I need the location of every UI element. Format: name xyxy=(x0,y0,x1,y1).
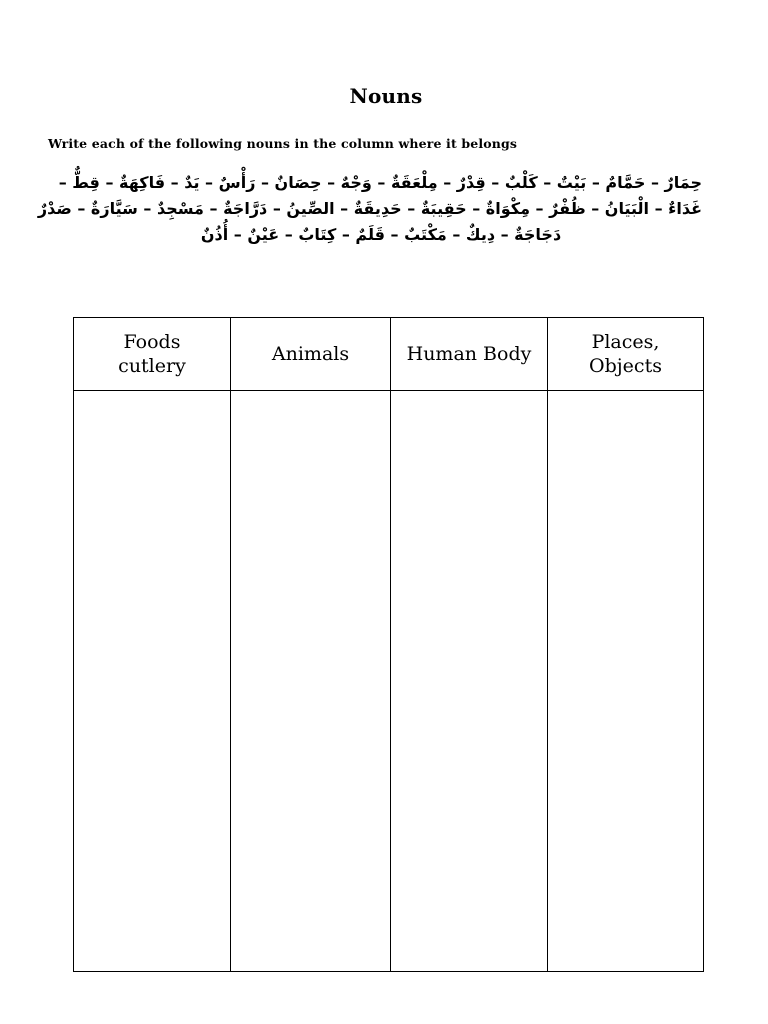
column-header-human-body xyxy=(391,318,548,391)
word-bank xyxy=(37,170,702,248)
column-header-animals-label: Animals xyxy=(271,343,350,365)
column-header-human-body-label: Human Body xyxy=(406,343,532,365)
column-header-places-line2: Objects xyxy=(589,355,662,377)
table-header-row xyxy=(74,318,704,391)
word-bank-line: غَدَاءٌ – الْبَيَانُ – ظُفْرٌ – مِكْوَاةٌ – حَقِيبَةٌ – حَدِيقَةٌ – الصِّينُ – دَرَّاجَةٌ – مَسْجِدٌ – سَيَّارَةٌ – صَدْرٌ xyxy=(37,199,702,218)
animals-answer-cell[interactable] xyxy=(231,391,391,972)
column-header-foods xyxy=(74,318,231,391)
sorting-table xyxy=(73,317,704,972)
column-header-foods-line2: cutlery xyxy=(118,355,186,377)
word-bank-line: حِمَارٌ – حَمَّامٌ – بَيْتٌ – كَلْبٌ – قِدْرٌ – مِلْعَقَةٌ – وَجْهٌ – حِصَانٌ – رَأْسٌ – يَدٌ – فَاكِهَةٌ – قِطٌّ – xyxy=(58,173,702,192)
column-header-foods-line1: Foods xyxy=(123,331,181,353)
column-header-animals xyxy=(231,318,391,391)
column-header-places-line1: Places, xyxy=(591,331,660,353)
foods-answer-cell[interactable] xyxy=(74,391,231,972)
page-title: Nouns xyxy=(349,84,423,108)
human-body-answer-cell[interactable] xyxy=(391,391,548,972)
word-bank-line: دَجَاجَةٌ – دِيكٌ – مَكْتَبٌ – قَلَمٌ – كِتَابٌ – عَيْنٌ – أُذُنٌ xyxy=(200,225,562,244)
instructions-text: Write each of the following nouns in the column where it belongs xyxy=(48,136,518,151)
column-header-places xyxy=(548,318,704,391)
table-body-row xyxy=(74,391,704,972)
places-answer-cell[interactable] xyxy=(548,391,704,972)
